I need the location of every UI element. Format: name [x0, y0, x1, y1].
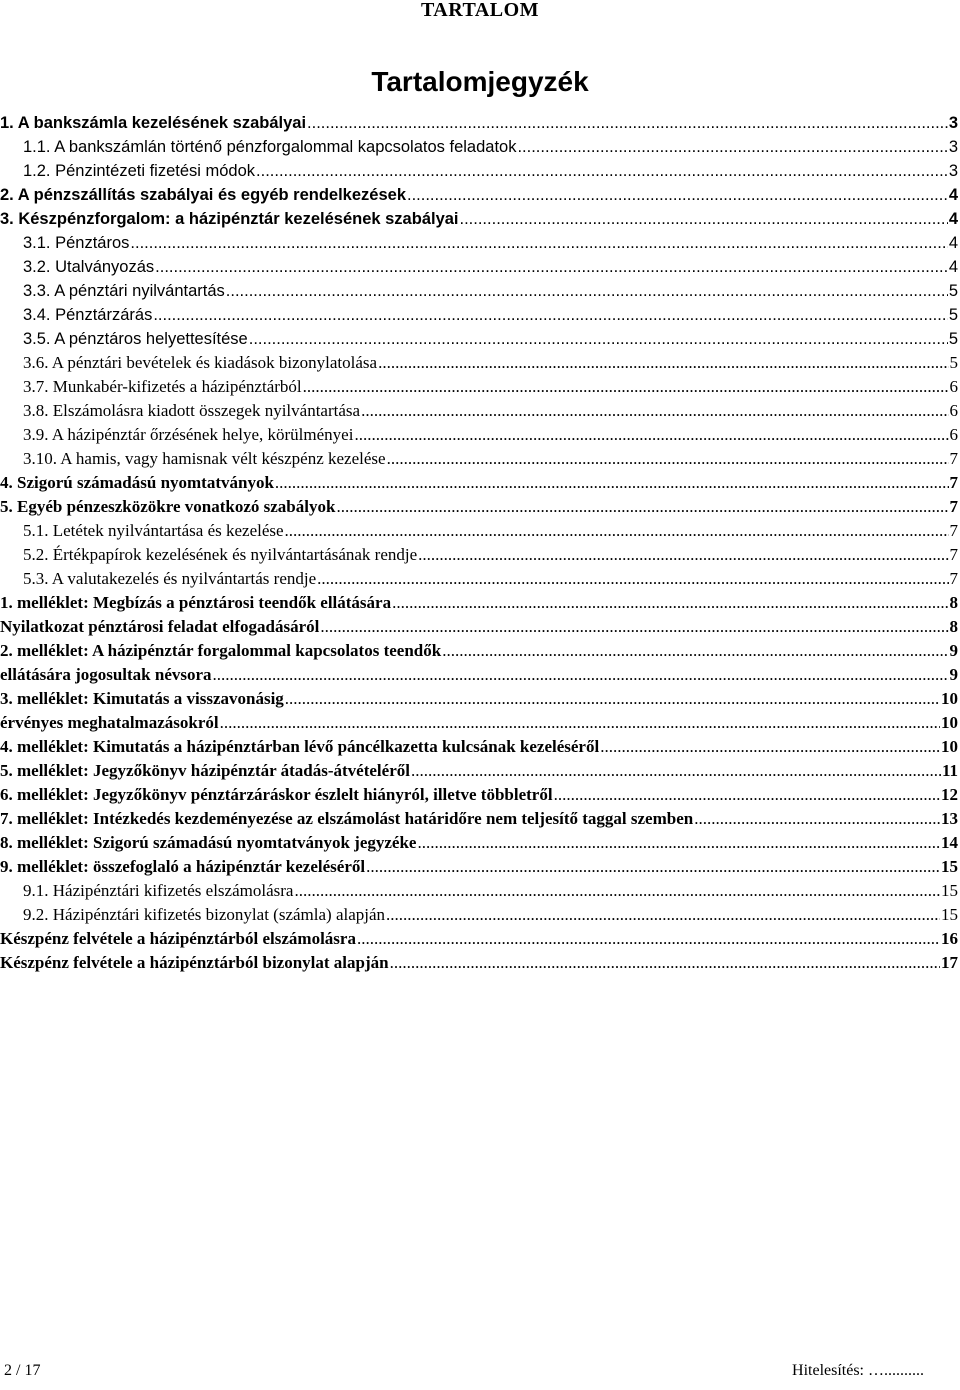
- toc-entry-label: 1.1. A bankszámlán történő pénzforgalommal kapcsolatos feladatok: [23, 138, 517, 156]
- toc-entry-page: 4: [948, 234, 958, 252]
- toc-entry-page: 7: [949, 545, 958, 564]
- toc-entry[interactable]: [0, 640, 958, 664]
- toc-entry-page: 3: [948, 162, 958, 180]
- toc-entry[interactable]: [0, 208, 958, 232]
- toc-entry-page: 6: [949, 401, 958, 420]
- toc-entry-label: 5. melléklet: Jegyzőkönyv házipénztár átadás-átvételéről: [0, 761, 410, 780]
- toc-dot-leader: [303, 376, 949, 398]
- toc-entry-label: 1. melléklet: Megbízás a pénztárosi teendők ellátására: [0, 593, 392, 612]
- toc-entry[interactable]: [0, 592, 958, 616]
- toc-entry-page: 7: [949, 569, 958, 588]
- toc-entry-page: 7: [949, 521, 958, 540]
- toc-entry-label: 3. Készpénzforgalom: a házipénztár kezelésének szabályai: [0, 210, 459, 228]
- certification-label: Hitelesítés: …..........: [792, 1362, 924, 1379]
- toc-entry[interactable]: [0, 832, 958, 856]
- toc-title: Tartalomjegyzék: [371, 66, 589, 97]
- toc-dot-leader: [249, 328, 948, 350]
- toc-entry[interactable]: [0, 256, 958, 280]
- toc-entry[interactable]: [0, 856, 958, 880]
- toc-entry-page: 3: [948, 114, 958, 132]
- toc-dot-leader: [378, 352, 948, 374]
- toc-entry-page: 4: [948, 258, 958, 276]
- toc-dot-leader: [220, 712, 940, 734]
- toc-dot-leader: [275, 472, 949, 494]
- toc-entry-page: 10: [941, 713, 958, 732]
- toc-dot-leader: [366, 856, 940, 878]
- toc-entry-label: 9.2. Házipénztári kifizetés bizonylat (számla) alapján: [23, 905, 386, 924]
- toc-entry-page: 4: [948, 186, 958, 204]
- toc-entry[interactable]: [0, 496, 958, 520]
- toc-dot-leader: [407, 184, 948, 206]
- toc-entry-label: Nyilatkozat pénztárosi feladat elfogadásáról: [0, 617, 320, 636]
- toc-dot-leader: [285, 520, 949, 542]
- toc-entry-page: 5: [948, 282, 958, 300]
- toc-entry[interactable]: [0, 520, 958, 544]
- toc-entry-label: 4. melléklet: Kimutatás a házipénztárban lévő páncélkazetta kulcsának kezeléséről: [0, 737, 600, 756]
- toc-dot-leader: [411, 760, 941, 782]
- toc-entry-page: 12: [941, 785, 958, 804]
- toc-dot-leader: [294, 880, 940, 902]
- toc-entry-page: 15: [941, 881, 958, 900]
- toc-dot-leader: [226, 280, 948, 302]
- toc-entry-page: 13: [941, 809, 958, 828]
- toc-entry[interactable]: [0, 688, 958, 712]
- toc-entry-label: 3.7. Munkabér-kifizetés a házipénztárból: [23, 377, 302, 396]
- toc-entry[interactable]: [0, 472, 958, 496]
- toc-dot-leader: [155, 256, 948, 278]
- toc-entry-page: 8: [949, 617, 958, 636]
- toc-dot-leader: [390, 952, 940, 974]
- toc-dot-leader: [392, 592, 948, 614]
- toc-entry-label: 6. melléklet: Jegyzőkönyv pénztárzáráskor észlelt hiányról, illetve többletről: [0, 785, 553, 804]
- toc-dot-leader: [357, 928, 940, 950]
- toc-entry-label: 3.6. A pénztári bevételek és kiadások bizonylatolása: [23, 353, 378, 372]
- toc-entry-page: 10: [941, 689, 958, 708]
- toc-entry[interactable]: [0, 160, 958, 184]
- toc-entry[interactable]: [0, 568, 958, 592]
- toc-entry[interactable]: [0, 328, 958, 352]
- toc-entry[interactable]: [0, 880, 958, 904]
- toc-entry-label: 3.4. Pénztárzárás: [23, 306, 153, 324]
- toc-entry-label: 5.1. Letétek nyilvántartása és kezelése: [23, 521, 284, 540]
- toc-entry[interactable]: [0, 544, 958, 568]
- toc-entry[interactable]: [0, 808, 958, 832]
- toc-entry-page: 8: [949, 593, 958, 612]
- toc-entry[interactable]: [0, 616, 958, 640]
- toc-entry-page: 16: [941, 929, 958, 948]
- toc-entry[interactable]: [0, 736, 958, 760]
- toc-entry-label: 2. melléklet: A házipénztár forgalommal kapcsolatos teendők: [0, 641, 442, 660]
- toc-dot-leader: [387, 448, 949, 470]
- toc-entry[interactable]: [0, 376, 958, 400]
- toc-dot-leader: [517, 136, 947, 158]
- toc-entry-page: 14: [941, 833, 958, 852]
- toc-entry[interactable]: [0, 184, 958, 208]
- toc-entry-page: 7: [949, 449, 958, 468]
- toc-entry-label: 7. melléklet: Intézkedés kezdeményezése az elszámolást határidőre nem teljesítő taggal szemben: [0, 809, 694, 828]
- toc-entry-label: 4. Szigorú számadású nyomtatványok: [0, 473, 274, 492]
- toc-entry-page: 5: [949, 353, 958, 372]
- toc-entry[interactable]: [0, 928, 958, 952]
- toc-entry-label: 3.9. A házipénztár őrzésének helye, körülményei: [23, 425, 354, 444]
- toc-entry-page: 6: [949, 377, 958, 396]
- toc-dot-leader: [285, 688, 940, 710]
- toc-dot-leader: [153, 304, 947, 326]
- toc-entry-page: 5: [948, 306, 958, 324]
- toc-dot-leader: [386, 904, 940, 926]
- toc-entry[interactable]: [0, 112, 958, 136]
- toc-dot-leader: [307, 112, 948, 134]
- toc-entry[interactable]: [0, 400, 958, 424]
- toc-dot-leader: [213, 664, 949, 686]
- toc-entry[interactable]: [0, 232, 958, 256]
- toc-entry-label: érvényes meghatalmazásokról: [0, 713, 219, 732]
- toc-entry[interactable]: [0, 952, 958, 976]
- toc-entry-page: 10: [941, 737, 958, 756]
- toc-entry[interactable]: [0, 448, 958, 472]
- toc-entry-label: 3.3. A pénztári nyilvántartás: [23, 282, 225, 300]
- toc-entry-label: Készpénz felvétele a házipénztárból elszámolásra: [0, 929, 356, 948]
- toc-entry-label: 3. melléklet: Kimutatás a visszavonásig: [0, 689, 284, 708]
- toc-entry[interactable]: [0, 784, 958, 808]
- page-footer: [0, 1360, 958, 1384]
- toc-entry-label: 3.8. Elszámolásra kiadott összegek nyilvántartása: [23, 401, 361, 420]
- toc-entry-label: ellátására jogosultak névsora: [0, 665, 212, 684]
- toc-dot-leader: [130, 232, 947, 254]
- toc-dot-leader: [317, 568, 948, 590]
- toc-entry-label: 5.2. Értékpapírok kezelésének és nyilvántartásának rendje: [23, 545, 418, 564]
- toc-entry-label: 5.3. A valutakezelés és nyilvántartás rendje: [23, 569, 317, 588]
- toc-entry-label: 3.2. Utalványozás: [23, 258, 155, 276]
- page-number: 2 / 17: [4, 1362, 41, 1379]
- toc-dot-leader: [320, 616, 948, 638]
- toc-entry-label: 1.2. Pénzintézeti fizetési módok: [23, 162, 256, 180]
- toc-entry-page: 15: [941, 857, 958, 876]
- toc-entry-label: 1. A bankszámla kezelésének szabályai: [0, 114, 307, 132]
- toc-entry-page: 7: [949, 473, 958, 492]
- toc-entry-page: 4: [948, 210, 958, 228]
- toc-dot-leader: [460, 208, 948, 230]
- toc-dot-leader: [336, 496, 948, 518]
- toc-entry-page: 9: [949, 641, 958, 660]
- toc-entry-label: 3.5. A pénztáros helyettesítése: [23, 330, 248, 348]
- toc-entry-page: 6: [949, 425, 958, 444]
- toc-entry-label: 9.1. Házipénztári kifizetés elszámolásra: [23, 881, 294, 900]
- toc-dot-leader: [554, 784, 940, 806]
- table-of-contents: [0, 112, 958, 976]
- toc-entry[interactable]: [0, 424, 958, 448]
- toc-dot-leader: [694, 808, 940, 830]
- toc-entry-page: 17: [941, 953, 958, 972]
- toc-dot-leader: [361, 400, 948, 422]
- toc-dot-leader: [600, 736, 940, 758]
- toc-entry[interactable]: [0, 136, 958, 160]
- toc-entry-page: 9: [949, 665, 958, 684]
- toc-entry[interactable]: [0, 304, 958, 328]
- toc-entry[interactable]: [0, 712, 958, 736]
- toc-entry-label: 5. Egyéb pénzeszközökre vonatkozó szabályok: [0, 497, 336, 516]
- toc-dot-leader: [417, 832, 940, 854]
- toc-entry-label: 2. A pénzszállítás szabályai és egyéb rendelkezések: [0, 186, 406, 204]
- toc-dot-leader: [256, 160, 948, 182]
- toc-entry-label: 3.1. Pénztáros: [23, 234, 130, 252]
- toc-entry-label: Készpénz felvétele a házipénztárból bizonylat alapján: [0, 953, 389, 972]
- toc-dot-leader: [418, 544, 948, 566]
- toc-entry[interactable]: [0, 664, 958, 688]
- toc-entry-label: 3.10. A hamis, vagy hamisnak vélt készpénz kezelése: [23, 449, 386, 468]
- toc-entry-label: 8. melléklet: Szigorú számadású nyomtatványok jegyzéke: [0, 833, 417, 852]
- toc-entry[interactable]: [0, 280, 958, 304]
- toc-entry-page: 11: [941, 761, 958, 780]
- toc-entry[interactable]: [0, 352, 958, 376]
- toc-entry-page: 5: [948, 330, 958, 348]
- toc-entry[interactable]: [0, 760, 958, 784]
- toc-entry-page: 15: [941, 905, 958, 924]
- toc-entry-label: 9. melléklet: összefoglaló a házipénztár kezeléséről: [0, 857, 366, 876]
- toc-entry[interactable]: [0, 904, 958, 928]
- toc-entry-page: 3: [948, 138, 958, 156]
- toc-dot-leader: [442, 640, 948, 662]
- running-header-title: TARTALOM: [420, 0, 540, 21]
- toc-dot-leader: [354, 424, 948, 446]
- toc-entry-page: 7: [949, 497, 958, 516]
